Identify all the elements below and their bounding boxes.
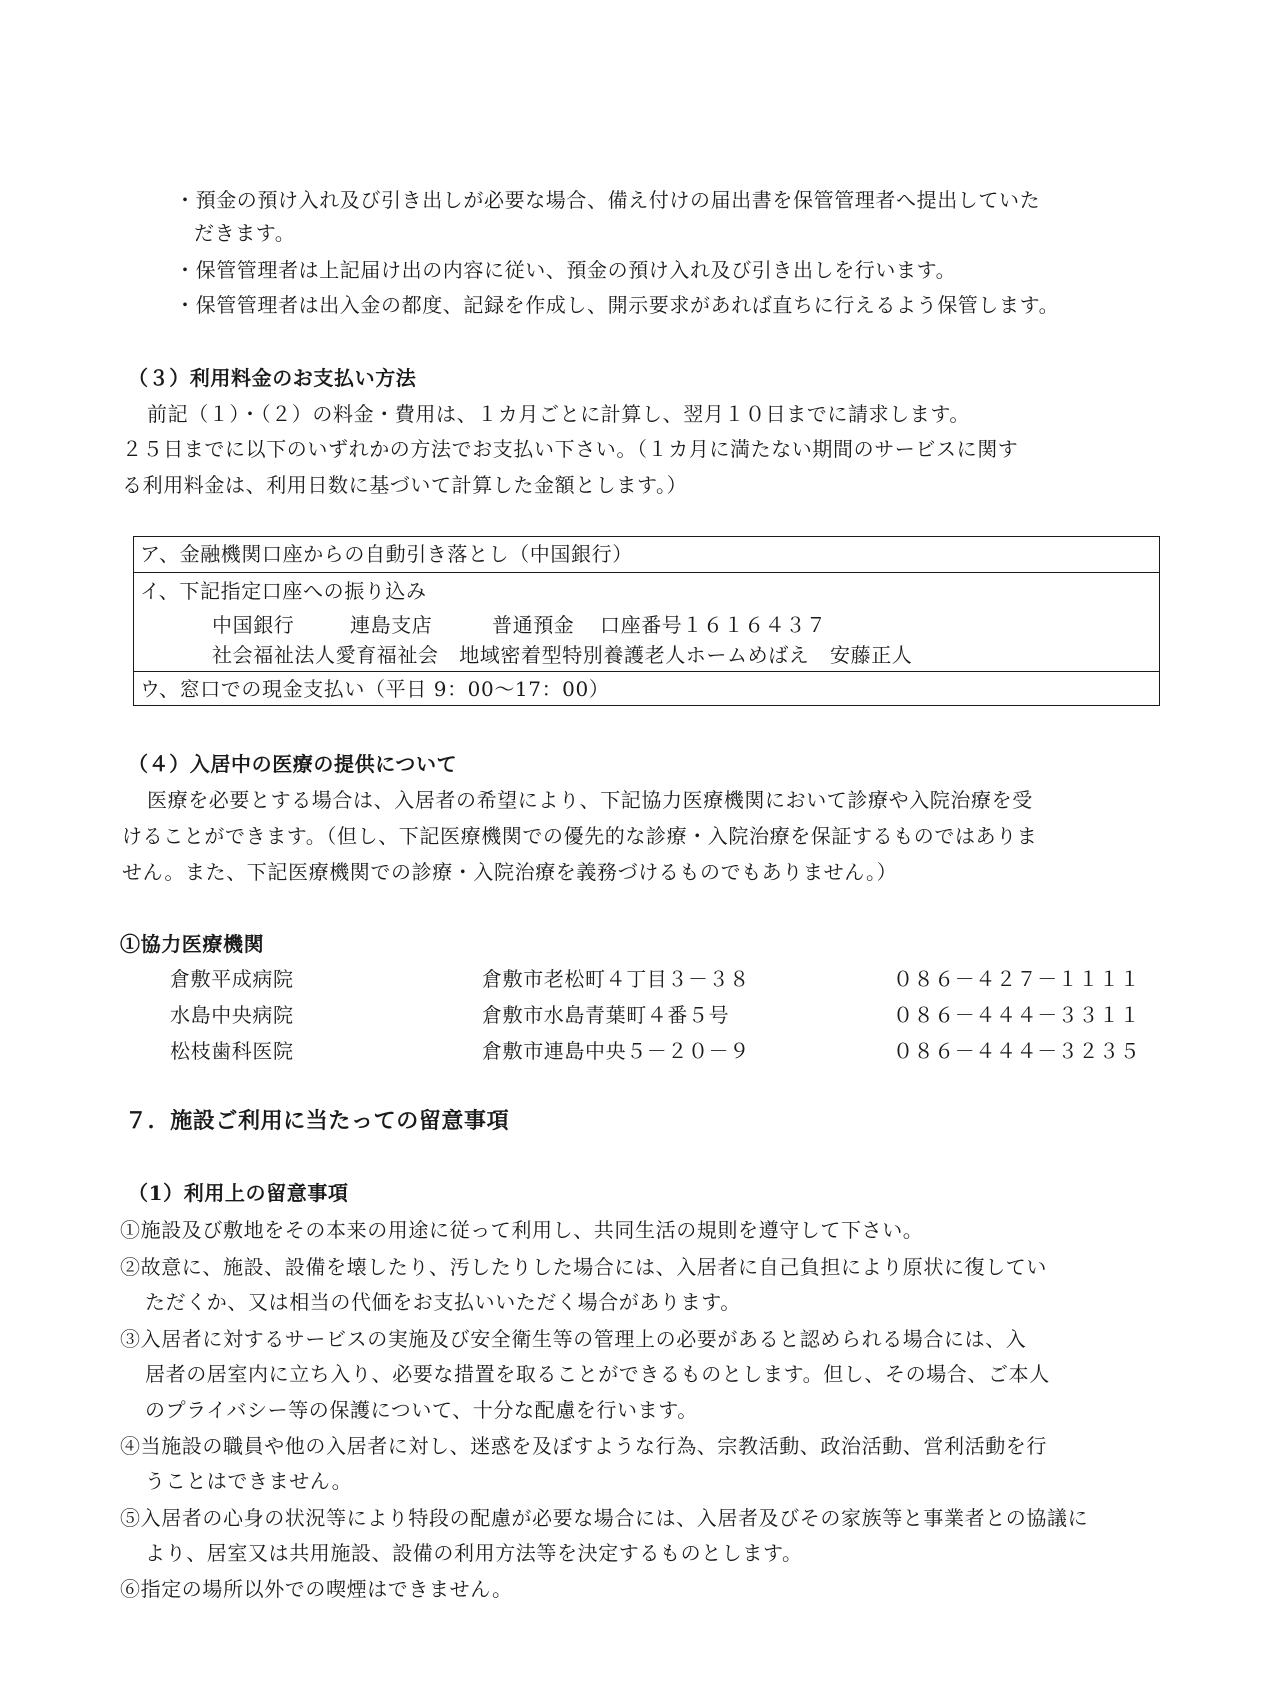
rule-2-line-1: ②故意に、施設、設備を壊したり、汚したりした場合には、入居者に自己負担により原状に復してい [120, 1255, 1047, 1279]
institution-address: 倉敷市水島青葉町４番５号 [482, 1003, 730, 1027]
medical-paragraph-line-2: けることができます。（但し、下記医療機関での優先的な診療・入院治療を保証するものではありま [122, 824, 1038, 848]
institution-phone: ０８６－４２７－１１１１ [893, 967, 1141, 991]
payment-method-i: イ、下記指定口座への振り込み [140, 579, 427, 603]
rule-3-line-2: 居者の居室内に立ち入り、必要な措置を取ることができるものとします。但し、その場合、ご本人 [145, 1362, 1050, 1386]
bank-branch: 連島支店 [350, 613, 433, 637]
institution-phone: ０８６－４４４－３３１１ [893, 1003, 1141, 1027]
account-holder: 社会福祉法人愛育福祉会 地域密着型特別養護老人ホームめばえ 安藤正人 [212, 643, 913, 667]
rule-4-line-2: うことはできません。 [145, 1469, 353, 1493]
payment-methods-table [133, 536, 1160, 706]
section-7-heading: ７．施設ご利用に当たっての留意事項 [125, 1108, 510, 1134]
institution-name: 水島中央病院 [170, 1003, 294, 1027]
account-number: 口座番号１６１６４３７ [600, 613, 827, 637]
institutions-heading: ①協力医療機関 [120, 932, 265, 956]
deposit-bullet-3: ・保管管理者は出入金の都度、記録を作成し、開示要求があれば直ちに行えるよう保管します。 [175, 293, 1060, 317]
medical-paragraph-line-1: 医療を必要とする場合は、入居者の希望により、下記協力医療機関において診療や入院治療を受 [147, 788, 1033, 812]
institution-name: 倉敷平成病院 [170, 967, 294, 991]
rule-3-line-1: ③入居者に対するサービスの実施及び安全衛生等の管理上の必要があると認められる場合には、入 [120, 1327, 1027, 1351]
deposit-bullet-1-line-1: ・預金の預け入れ及び引き出しが必要な場合、備え付けの届出書を保管管理者へ提出していた [175, 188, 1041, 212]
deposit-bullet-2: ・保管管理者は上記届け出の内容に従い、預金の預け入れ及び引き出しを行います。 [175, 258, 957, 282]
rule-1: ①施設及び敷地をその本来の用途に従って利用し、共同生活の規則を遵守して下さい。 [120, 1218, 924, 1242]
payment-paragraph-line-2: ２５日までに以下のいずれかの方法でお支払い下さい。（１カ月に満たない期間のサービスに関す [122, 437, 1019, 461]
rule-5-line-2: より、居室又は共用施設、設備の利用方法等を決定するものとします。 [145, 1541, 803, 1565]
institution-address: 倉敷市連島中央５－２０－９ [482, 1039, 750, 1063]
payment-heading: （３）利用料金のお支払い方法 [128, 366, 417, 390]
payment-method-a: ア、金融機関口座からの自動引き落とし（中国銀行） [140, 542, 633, 566]
deposit-bullet-1-line-2: だきます。 [194, 221, 296, 245]
medical-heading: （４）入居中の医療の提供について [128, 752, 458, 776]
payment-paragraph-line-1: 前記（１）・（２）の料金・費用は、１カ月ごとに計算し、翌月１０日までに請求します。 [147, 402, 970, 426]
rule-4-line-1: ④当施設の職員や他の入居者に対し、迷惑を及ぼすような行為、宗教活動、政治活動、営利活動を行 [120, 1434, 1047, 1458]
rule-3-line-3: のプライバシー等の保護について、十分な配慮を行います。 [145, 1398, 698, 1422]
bank-name: 中国銀行 [212, 613, 295, 637]
institution-phone: ０８６－４４４－３２３５ [893, 1039, 1141, 1063]
account-type: 普通預金 [492, 613, 575, 637]
payment-method-a-row [134, 537, 1159, 573]
medical-paragraph-line-3: せん。また、下記医療機関での診療・入院治療を義務づけるものでもありません。） [122, 860, 898, 884]
rule-6: ⑥指定の場所以外での喫煙はできません。 [120, 1577, 513, 1601]
payment-paragraph-line-3: る利用料金は、利用日数に基づいて計算した金額とします。） [122, 473, 688, 497]
rule-2-line-2: ただくか、又は相当の代価をお支払いいただく場合があります。 [145, 1290, 741, 1314]
rule-5-line-1: ⑤入居者の心身の状況等により特段の配慮が必要な場合には、入居者及びその家族等と事業者との協議に [120, 1506, 1089, 1530]
payment-method-u: ウ、窓口での現金支払い（平日 9：00～17：00） [140, 677, 610, 701]
institution-name: 松枝歯科医院 [170, 1039, 294, 1063]
payment-method-u-row [134, 672, 1159, 707]
institution-address: 倉敷市老松町４丁目３－３８ [482, 967, 750, 991]
payment-method-i-row [134, 573, 1159, 672]
section-7-sub-heading: （1）利用上の留意事項 [128, 1181, 349, 1205]
